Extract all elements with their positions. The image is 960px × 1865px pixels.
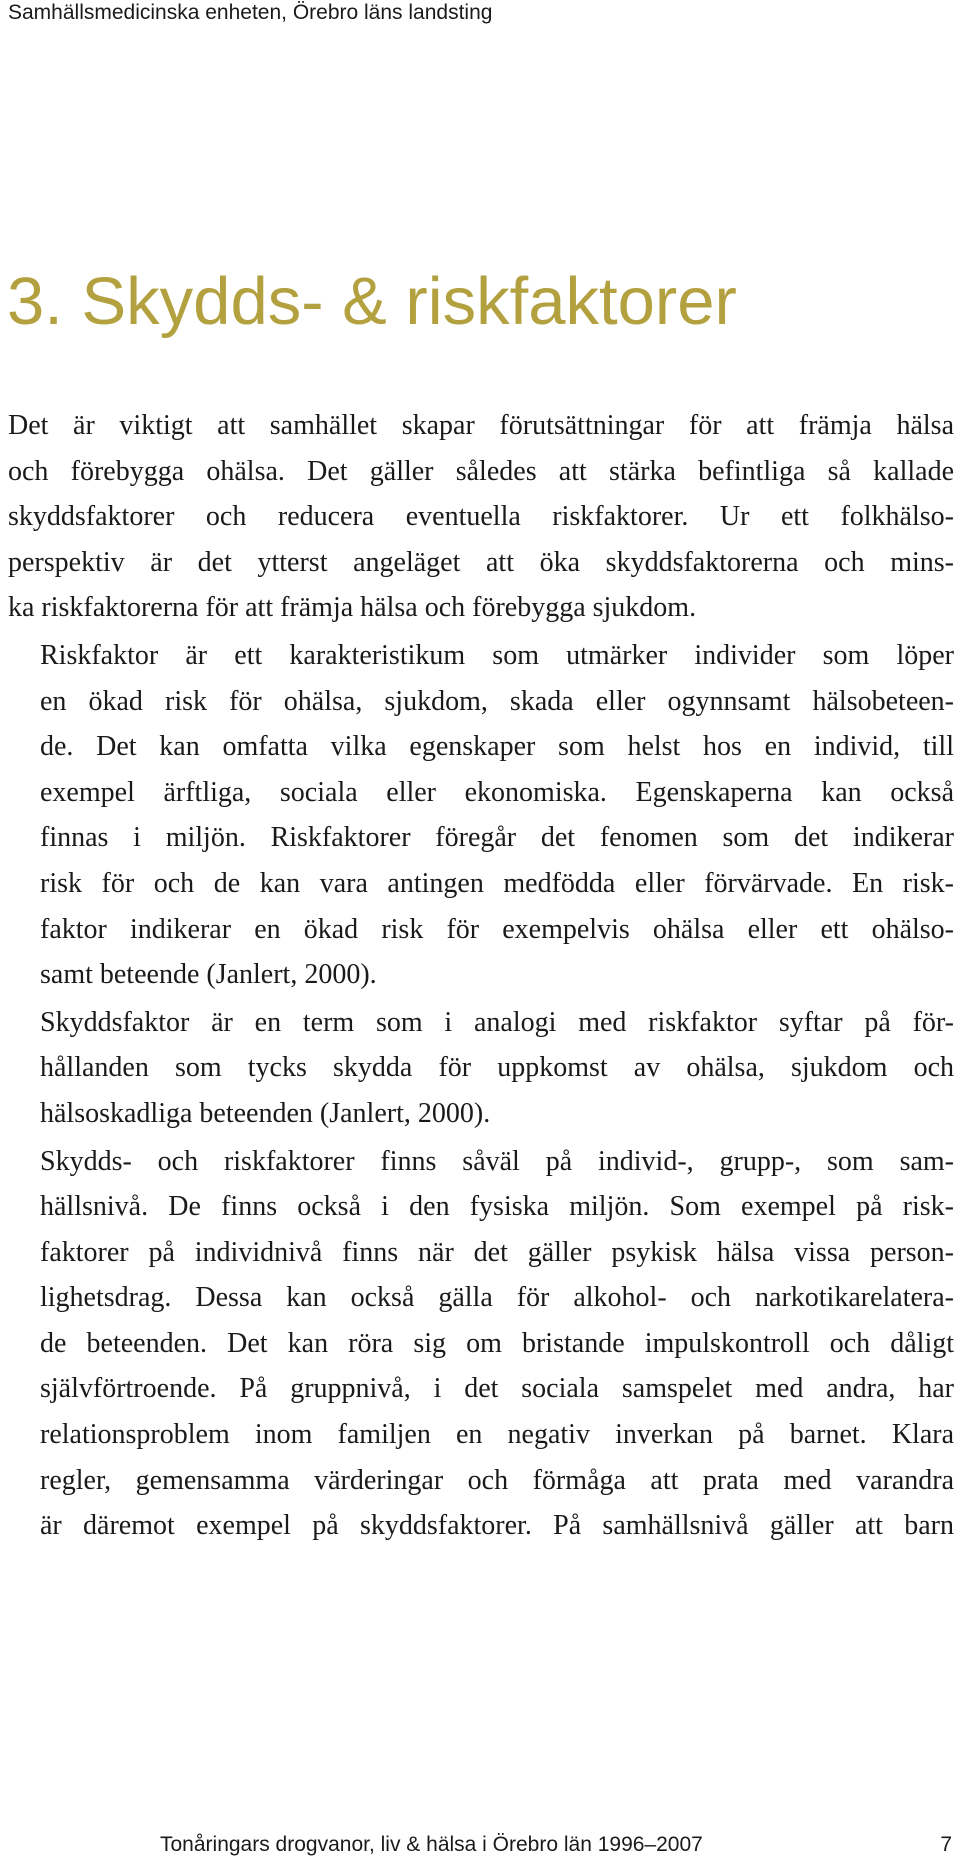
text-line: hällsnivå. De finns också i den fysiska miljön. Som exempel på risk- [40, 1191, 954, 1223]
running-header: Samhällsmedicinska enheten, Örebro läns landsting [8, 1, 493, 24]
text-line: hälsoskadliga beteenden (Janlert, 2000). [40, 1097, 491, 1129]
text-line: faktor indikerar en ökad risk för exempelvis ohälsa eller ett ohälso- [40, 913, 954, 945]
text-line: Skyddsfaktor är en term som i analogi med riskfaktor syftar på för- [40, 1006, 954, 1038]
text-line: Det är viktigt att samhället skapar förutsättningar för att främja hälsa [8, 410, 954, 441]
text-line: är däremot exempel på skyddsfaktorer. På samhällsnivå gäller att barn [40, 1510, 954, 1542]
text-line: exempel ärftliga, sociala eller ekonomiska. Egenskaperna kan också [40, 776, 954, 808]
page-number: 7 [940, 1833, 952, 1856]
text-line: risk för och de kan vara antingen medfödda eller förvärvade. En risk- [40, 867, 954, 899]
text-line: faktorer på individnivå finns när det gäller psykisk hälsa vissa person- [40, 1236, 954, 1268]
text-line: de. Det kan omfatta vilka egenskaper som helst hos en individ, till [40, 731, 954, 763]
text-line: finnas i miljön. Riskfaktorer föregår det fenomen som det indikerar [40, 822, 954, 854]
text-line: skyddsfaktorer och reducera eventuella riskfaktorer. Ur ett folkhälso- [8, 501, 954, 533]
chapter-title: 3. Skydds- & riskfaktorer [7, 264, 737, 339]
paragraph-skyddsfaktor [8, 1000, 954, 1137]
text-line: hållanden som tycks skydda för uppkomst av ohälsa, sjukdom och [40, 1052, 954, 1084]
text-line: perspektiv är det ytterst angeläget att öka skyddsfaktorerna och mins- [8, 546, 954, 578]
text-line: ka riskfaktorerna för att främja hälsa och förebygga sjukdom. [8, 592, 697, 624]
text-line: självförtroende. På gruppnivå, i det sociala samspelet med andra, har [40, 1373, 954, 1405]
paragraph-levels [8, 1139, 954, 1549]
text-line: en ökad risk för ohälsa, sjukdom, skada eller ogynnsamt hälsobeteen- [40, 685, 954, 717]
text-line: relationsproblem inom familjen en negativ inverkan på barnet. Klara [40, 1419, 954, 1451]
text-line: Skydds- och riskfaktorer finns såväl på individ-, grupp-, som sam- [40, 1145, 954, 1177]
text-line: och förebygga ohälsa. Det gäller således att stärka befintliga så kallade [8, 455, 954, 487]
text-line: lighetsdrag. Dessa kan också gälla för alkohol- och narkotikarelatera- [40, 1282, 954, 1314]
paragraph-riskfaktor [8, 633, 954, 998]
paragraph-intro [8, 403, 954, 631]
body-text [8, 403, 954, 1549]
text-line: Riskfaktor är ett karakteristikum som utmärker individer som löper [40, 639, 954, 671]
footer-publication: Tonåringars drogvanor, liv & hälsa i Örebro län 1996–2007 [160, 1833, 703, 1856]
text-line: regler, gemensamma värderingar och förmåga att prata med varandra [40, 1464, 954, 1496]
running-footer [160, 1833, 952, 1857]
text-line: de beteenden. Det kan röra sig om bristande impulskontroll och dåligt [40, 1327, 954, 1359]
text-line: samt beteende (Janlert, 2000). [40, 959, 377, 991]
